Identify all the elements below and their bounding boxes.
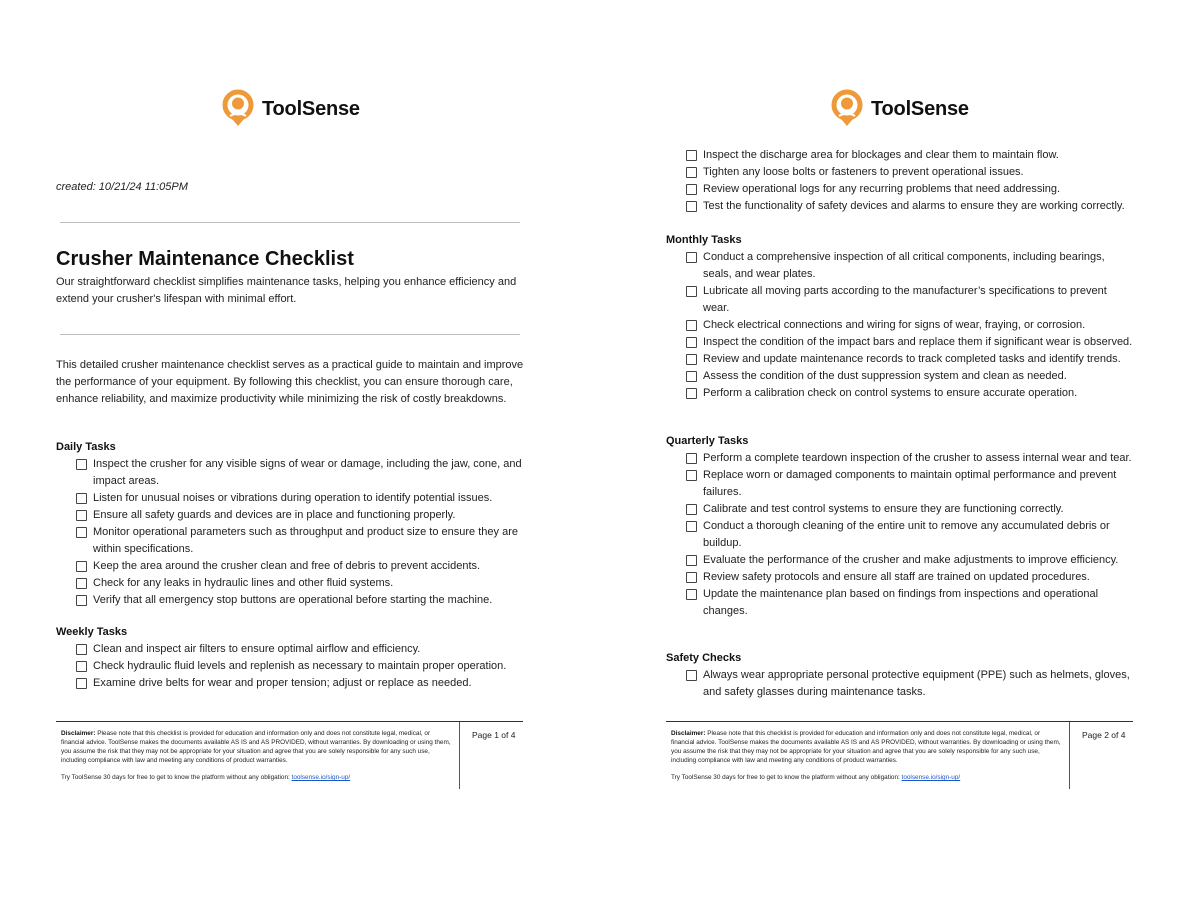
checkbox[interactable] (686, 184, 697, 195)
checklist-item[interactable]: Test the functionality of safety devices and alarms to ensure they are working correctly. (666, 198, 1136, 215)
section-title: Daily Tasks (56, 441, 116, 453)
section-weekly-tasks-continued (666, 147, 1136, 215)
page-footer (666, 721, 1133, 789)
checklist-item[interactable]: Review safety protocols and ensure all staff are trained on updated procedures. (666, 569, 1136, 586)
checkbox[interactable] (76, 459, 87, 470)
disclaimer: Disclaimer: Please note that this checklist is provided for education and information only and does not constitute legal, medical, or financial advice. ToolSense makes the documents available AS IS and AS PROVIDED, without warranties. By downloading or using them, you assume the risk that they may not be appropriate for your situation and agree that you are solely responsible for any such use, including compliance with law and meeting any conditions of product warranties. (61, 730, 451, 764)
checklist-item[interactable]: Inspect the crusher for any visible signs of wear or damage, including the jaw, cone, and impact areas. (56, 456, 526, 490)
checkbox[interactable] (76, 527, 87, 538)
section-daily-tasks (56, 439, 526, 609)
checklist-item[interactable]: Assess the condition of the dust suppression system and clean as needed. (666, 368, 1136, 385)
checkbox[interactable] (76, 678, 87, 689)
disclaimer: Disclaimer: Please note that this checklist is provided for education and information only and does not constitute legal, medical, or financial advice. ToolSense makes the documents available AS IS and AS PROVIDED, without warranties. By downloading or using them, you assume the risk that they may not be appropriate for your situation and agree that you are solely responsible for any such use, including compliance with law and meeting any conditions of product warranties. (671, 730, 1061, 764)
checklist-item[interactable]: Listen for unusual noises or vibrations during operation to identify potential issues. (56, 490, 526, 507)
checkbox[interactable] (686, 150, 697, 161)
created-timestamp: created: 10/21/24 11:05PM (56, 181, 188, 193)
checkbox[interactable] (686, 453, 697, 464)
checklist-item[interactable]: Always wear appropriate personal protective equipment (PPE) such as helmets, gloves, and safety glasses during maintenance tasks. (666, 667, 1136, 701)
divider (60, 222, 520, 223)
toolsense-logo (221, 89, 360, 129)
checkbox[interactable] (686, 286, 697, 297)
checklist-item[interactable]: Calibrate and test control systems to ensure they are functioning correctly. (666, 501, 1136, 518)
checkbox[interactable] (76, 561, 87, 572)
checklist-item[interactable]: Inspect the condition of the impact bars and replace them if significant wear is observed. (666, 334, 1136, 351)
checklist-item[interactable]: Perform a calibration check on control systems to ensure accurate operation. (666, 385, 1136, 402)
location-pin-icon (830, 89, 864, 129)
document-page-1 (56, 0, 536, 900)
brand-name: ToolSense (262, 97, 360, 120)
checkbox[interactable] (686, 572, 697, 583)
checklist-item[interactable]: Check for any leaks in hydraulic lines and other fluid systems. (56, 575, 526, 592)
checklist-item[interactable]: Clean and inspect air filters to ensure optimal airflow and efficiency. (56, 641, 526, 658)
section-quarterly-tasks (666, 433, 1136, 620)
checkbox[interactable] (686, 555, 697, 566)
trial-offer: Try ToolSense 30 days for free to get to know the platform without any obligation: toolsense.io/sign-up/ (671, 774, 961, 781)
signup-link[interactable]: toolsense.io/sign-up/ (901, 774, 961, 781)
checkbox[interactable] (76, 493, 87, 504)
checkbox[interactable] (686, 252, 697, 263)
section-title: Quarterly Tasks (666, 435, 749, 447)
checkbox[interactable] (686, 201, 697, 212)
checklist-item[interactable]: Conduct a comprehensive inspection of all critical components, including bearings, seals, and wear plates. (666, 249, 1136, 283)
checkbox[interactable] (686, 337, 697, 348)
section-weekly-tasks (56, 624, 526, 692)
checkbox[interactable] (686, 670, 697, 681)
checkbox[interactable] (76, 595, 87, 606)
checklist-item[interactable]: Inspect the discharge area for blockages and clear them to maintain flow. (666, 147, 1136, 164)
checkbox[interactable] (686, 167, 697, 178)
checkbox[interactable] (686, 320, 697, 331)
checkbox[interactable] (76, 644, 87, 655)
checklist-item[interactable]: Monitor operational parameters such as throughput and product size to ensure they are within specifications. (56, 524, 526, 558)
footer-divider (1069, 722, 1070, 789)
document-page-2 (666, 0, 1146, 900)
checkbox[interactable] (76, 578, 87, 589)
page-number: Page 2 of 4 (1082, 730, 1126, 740)
brand-name: ToolSense (871, 97, 969, 120)
footer-divider (459, 722, 460, 789)
checkbox[interactable] (76, 510, 87, 521)
checkbox[interactable] (686, 388, 697, 399)
checklist-item[interactable]: Update the maintenance plan based on findings from inspections and operational changes. (666, 586, 1136, 620)
page-number: Page 1 of 4 (472, 730, 516, 740)
location-pin-icon (221, 89, 255, 129)
checkbox[interactable] (686, 354, 697, 365)
checkbox[interactable] (686, 470, 697, 481)
section-title: Weekly Tasks (56, 626, 128, 638)
page-title: Crusher Maintenance Checklist (56, 248, 354, 270)
checklist-item[interactable]: Ensure all safety guards and devices are in place and functioning properly. (56, 507, 526, 524)
divider (60, 334, 520, 335)
checklist-item[interactable]: Keep the area around the crusher clean and free of debris to prevent accidents. (56, 558, 526, 575)
page-footer (56, 721, 523, 789)
checklist-item[interactable]: Replace worn or damaged components to maintain optimal performance and prevent failures. (666, 467, 1136, 501)
section-safety-checks (666, 650, 1136, 701)
section-title: Safety Checks (666, 652, 742, 664)
checklist-item[interactable]: Verify that all emergency stop buttons are operational before starting the machine. (56, 592, 526, 609)
intro-paragraph: This detailed crusher maintenance checklist serves as a practical guide to maintain and improve the performance of your equipment. By following this checklist, you can ensure thorough care, enhance reliability, and maximize productivity while minimizing the risk of costly breakdowns. (56, 359, 524, 405)
checklist-item[interactable]: Check hydraulic fluid levels and replenish as necessary to maintain proper operation. (56, 658, 526, 675)
checkbox[interactable] (686, 521, 697, 532)
checklist-item[interactable]: Review and update maintenance records to track completed tasks and identify trends. (666, 351, 1136, 368)
subtitle: Our straightforward checklist simplifies maintenance tasks, helping you enhance efficiency and extend your crusher's lifespan with minimal effort. (56, 276, 517, 305)
checkbox[interactable] (686, 504, 697, 515)
toolsense-logo (830, 89, 969, 129)
checkbox[interactable] (686, 371, 697, 382)
checklist-item[interactable]: Conduct a thorough cleaning of the entire unit to remove any accumulated debris or buildup. (666, 518, 1136, 552)
checklist-item[interactable]: Lubricate all moving parts according to the manufacturer’s specifications to prevent wear. (666, 283, 1136, 317)
checklist-item[interactable]: Review operational logs for any recurring problems that need addressing. (666, 181, 1136, 198)
checkbox[interactable] (686, 589, 697, 600)
checklist-item[interactable]: Tighten any loose bolts or fasteners to prevent operational issues. (666, 164, 1136, 181)
section-monthly-tasks (666, 232, 1136, 402)
checklist-item[interactable]: Perform a complete teardown inspection of the crusher to assess internal wear and tear. (666, 450, 1136, 467)
trial-offer: Try ToolSense 30 days for free to get to know the platform without any obligation: toolsense.io/sign-up/ (61, 774, 351, 781)
section-title: Monthly Tasks (666, 234, 742, 246)
checklist-item[interactable]: Check electrical connections and wiring for signs of wear, fraying, or corrosion. (666, 317, 1136, 334)
checklist-item[interactable]: Evaluate the performance of the crusher and make adjustments to improve efficiency. (666, 552, 1136, 569)
signup-link[interactable]: toolsense.io/sign-up/ (291, 774, 351, 781)
checklist-item[interactable]: Examine drive belts for wear and proper tension; adjust or replace as needed. (56, 675, 526, 692)
checkbox[interactable] (76, 661, 87, 672)
